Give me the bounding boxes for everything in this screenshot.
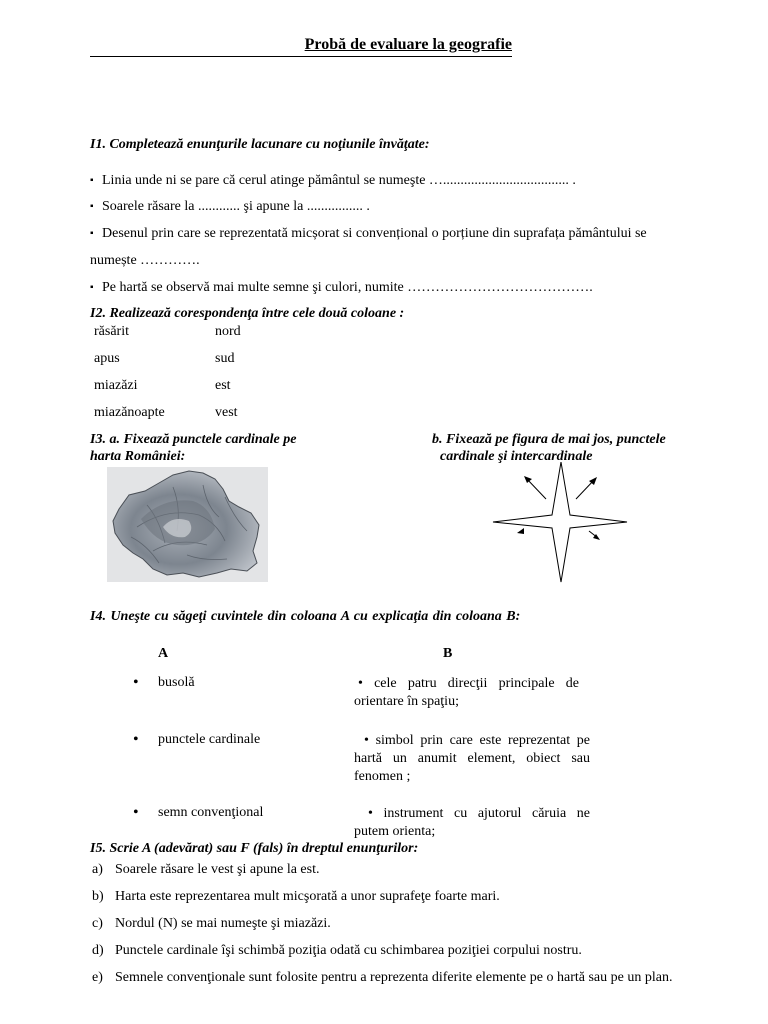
- section-5-heading: I5. Scrie A (adevărat) sau F (fals) în dreptul enunţurilor:: [90, 841, 419, 856]
- column-a-text: punctele cardinale: [158, 732, 261, 747]
- statement-text: Semnele convenţionale sunt folosite pentru a reprezenta diferite elemente pe o hartă sau pe un plan.: [115, 970, 673, 985]
- left-column-item: apus: [94, 351, 120, 366]
- section-1-heading: I1. Completează enunţurile lacunare cu noţiunile învăţate:: [90, 137, 430, 152]
- compass-star-figure: [490, 462, 630, 584]
- bullet-icon: •: [133, 731, 139, 748]
- bullet-icon: •: [364, 733, 376, 748]
- column-a-label: A: [158, 646, 169, 661]
- section-3b-heading-line-2: cardinale şi intercardinale: [440, 449, 593, 464]
- left-column-item: miazăzi: [94, 378, 138, 393]
- section-3b-heading-line-1: b. Fixează pe figura de mai jos, punctele: [432, 432, 666, 447]
- section-3a-heading-line-2: harta României:: [90, 449, 186, 464]
- column-a-item: [133, 731, 139, 749]
- right-column-item: sud: [215, 351, 235, 366]
- section-2-heading: I2. Realizează corespondenţa între cele două coloane :: [90, 306, 405, 321]
- bullet-icon: ▪: [90, 282, 94, 293]
- bullet-icon: ▪: [90, 201, 94, 212]
- statement-label: c): [92, 916, 103, 931]
- bullet-icon: •: [133, 674, 139, 691]
- left-column-item: miazănoapte: [94, 405, 165, 420]
- bullet-icon: ▪: [90, 175, 94, 186]
- column-b-label: B: [443, 646, 453, 661]
- right-column-item: est: [215, 378, 231, 393]
- section-1-item-2: ▪ Soarele răsare la ............ şi apune la ................ .: [90, 199, 370, 214]
- statement-label: a): [92, 862, 103, 877]
- statement-text: Harta este reprezentarea mult micşorată a unor suprafeţe foarte mari.: [115, 889, 500, 904]
- bullet-icon: •: [368, 806, 384, 821]
- bullet-icon: •: [133, 804, 139, 821]
- statement-label: d): [92, 943, 104, 958]
- statement-text: Punctele cardinale îşi schimbă poziţia odată cu schimbarea poziţiei corpului nostru.: [115, 943, 582, 958]
- column-b-item: • cele patru direcţii principale de orientare în spaţiu;: [354, 676, 579, 709]
- column-b-item: • instrument cu ajutorul căruia ne putem orienta;: [354, 806, 590, 839]
- column-a-text: semn convenţional: [158, 805, 264, 820]
- section-1-item-4: ▪ Pe hartă se observă mai multe semne şi culori, numite ………………………………….: [90, 280, 593, 295]
- section-3a-heading-line-1: I3. a. Fixează punctele cardinale pe: [90, 432, 297, 447]
- column-a-item: [133, 804, 139, 822]
- page-title-line: [90, 36, 512, 57]
- column-a-item: [133, 674, 139, 692]
- bullet-icon: ▪: [90, 228, 94, 239]
- page-title: Probă de evaluare la geografie: [304, 36, 512, 53]
- bullet-icon: •: [358, 676, 375, 691]
- southwest-arrow-icon: [517, 528, 524, 534]
- right-column-item: vest: [215, 405, 238, 420]
- section-1-item-3: ▪ Desenul prin care se reprezentată micșorat si convențional o porțiune din suprafața pământului se: [90, 226, 647, 241]
- section-4-heading: I4. Uneşte cu săgeţi cuvintele din coloana A cu explicaţia din coloana B:: [90, 609, 521, 624]
- statement-text: Nordul (N) se mai numeşte şi miazăzi.: [115, 916, 331, 931]
- statement-label: b): [92, 889, 104, 904]
- section-1-item-3-continuation: numește ………….: [90, 253, 200, 268]
- statement-label: e): [92, 970, 103, 985]
- statement-text: Soarele răsare le vest şi apune la est.: [115, 862, 320, 877]
- right-column-item: nord: [215, 324, 241, 339]
- column-a-text: busolă: [158, 675, 195, 690]
- left-column-item: răsărit: [94, 324, 129, 339]
- romania-map-image: [107, 467, 268, 582]
- section-1-item-1: ▪ Linia unde ni se pare că cerul atinge pământul se numeşte ….................................... .: [90, 173, 576, 188]
- column-b-item: • simbol prin care este reprezentat pe hartă un anumit element, obiect sau fenomen ;: [354, 733, 591, 784]
